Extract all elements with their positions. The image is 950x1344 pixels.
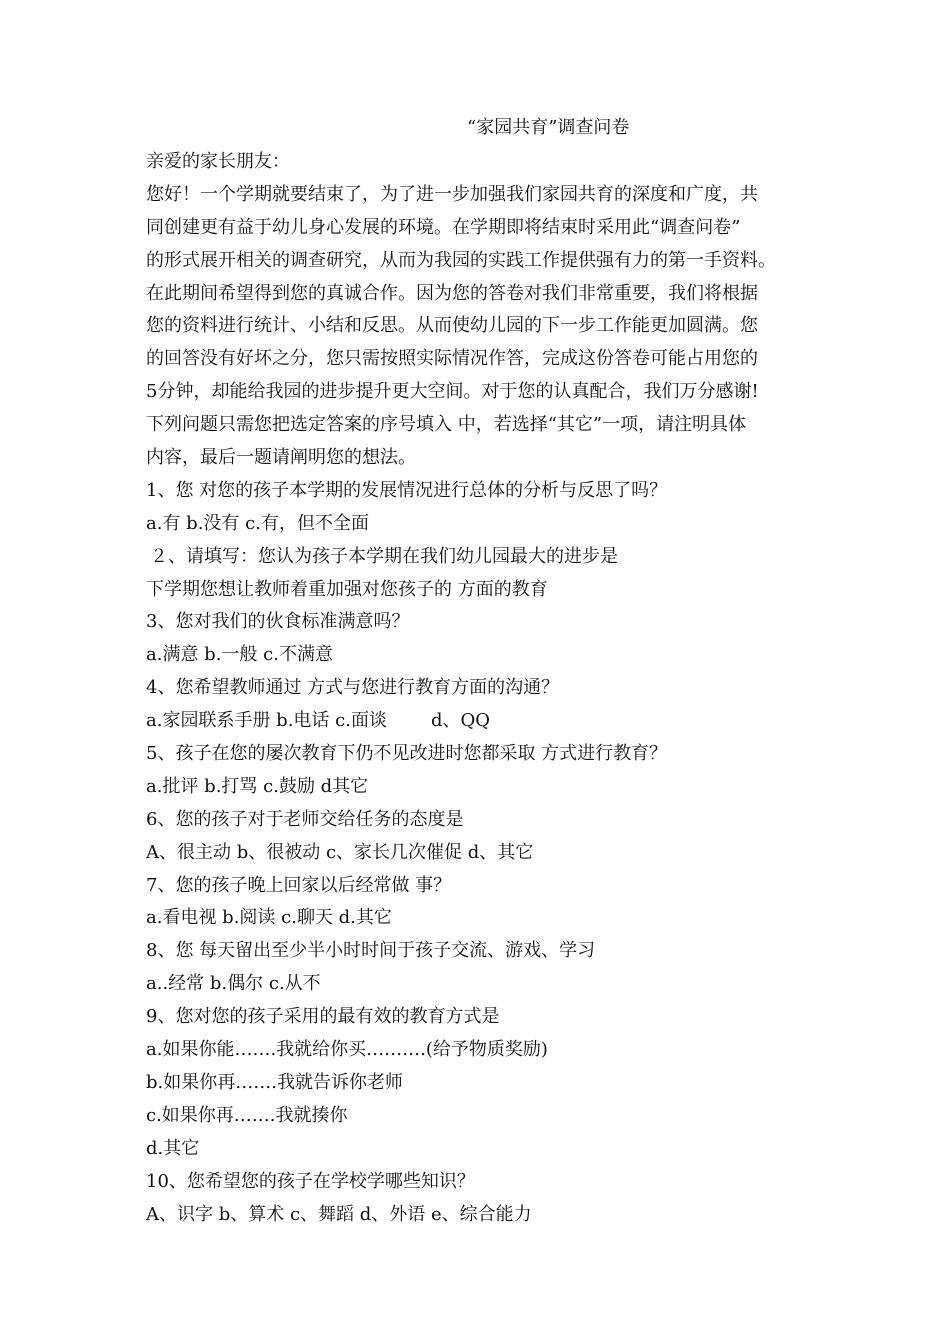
survey-body — [146, 146, 816, 1231]
question-6: 6、您的孩子对于老师交给任务的态度是 — [146, 808, 464, 830]
question-7: 7、您的孩子晚上回家以后经常做 事？ — [146, 874, 452, 896]
question-3-options: a.满意 b.一般 c.不满意 — [146, 644, 333, 666]
question-10-options: A、识字 b、算术 c、舞蹈 d、外语 e、综合能力 — [146, 1203, 532, 1225]
intro-line-2: 同创建更有益于幼儿身心发展的环境。在学期即将结束时采用此“调查问卷” — [146, 216, 741, 238]
intro-line-5: 您的资料进行统计、小结和反思。从而使幼儿园的下一步工作能更加圆满。您 — [146, 315, 758, 337]
question-8: 8、您 每天留出至少半小时时间于孩子交流、游戏、学习 — [146, 940, 596, 962]
question-4-options-main: a.家园联系手册 b.电话 c.面谈 — [146, 710, 387, 732]
question-2: ２、请填写：您认为孩子本学期在我们幼儿园最大的进步是 — [150, 545, 618, 567]
intro-line-9: 内容，最后一题请阐明您的想法。 — [146, 447, 416, 469]
question-9-option-c: c.如果你再…….我就揍你 — [146, 1104, 348, 1126]
intro-line-4: 在此期间希望得到您的真诚合作。因为您的答卷对我们非常重要，我们将根据 — [146, 282, 758, 304]
question-5-options: a.批评 b.打骂 c.鼓励 d其它 — [146, 775, 369, 797]
question-3: 3、您对我们的伙食标准满意吗？ — [146, 611, 410, 633]
question-2-line-2: 下学期您想让教师着重加强对您孩子的 方面的教育 — [146, 578, 548, 600]
question-4: 4、您希望教师通过 方式与您进行教育方面的沟通？ — [146, 677, 560, 699]
question-4-options — [146, 705, 816, 738]
intro-line-6: 的回答没有好坏之分，您只需按照实际情况作答，完成这份答卷可能占用您的 — [146, 348, 758, 370]
question-9-option-d: d.其它 — [146, 1137, 200, 1159]
question-9: 9、您对您的孩子采用的最有效的教育方式是 — [146, 1006, 500, 1028]
question-1-options: a.有 b.没有 c.有，但不全面 — [146, 512, 369, 534]
survey-title: “家园共育”调查问卷 — [467, 117, 630, 138]
intro-line-3: 的形式展开相关的调查研究，从而为我园的实践工作提供强有力的第一手资料。 — [146, 249, 776, 271]
question-5: 5、孩子在您的屡次教育下仍不见改进时您都采取 方式进行教育？ — [146, 743, 668, 765]
question-4-option-d: d、QQ — [430, 710, 490, 732]
intro-line-8: 下列问题只需您把选定答案的序号填入 中，若选择“其它”一项，请注明具体 — [146, 414, 747, 436]
question-6-options: A、很主动 b、很被动 c、家长几次催促 d、其它 — [146, 841, 534, 863]
question-7-options: a.看电视 b.阅读 c.聊天 d.其它 — [146, 907, 392, 929]
greeting: 亲爱的家长朋友： — [146, 151, 290, 172]
intro-line-1: 您好！一个学期就要结束了，为了进一步加强我们家园共育的深度和广度，共 — [146, 183, 758, 205]
intro-line-7: 5分钟，却能给我园的进步提升更大空间。对于您的认真配合，我们万分感谢! — [146, 381, 759, 403]
question-9-option-a: a.如果你能…….我就给你买……….(给予物质奖励) — [146, 1039, 548, 1061]
question-9-option-b: b.如果你再…….我就告诉你老师 — [146, 1071, 403, 1093]
question-1: 1、您 对您的孩子本学期的发展情况进行总体的分析与反思了吗？ — [146, 479, 668, 501]
question-8-options: a..经常 b.偶尔 c.从不 — [146, 973, 321, 995]
question-10: 10、您希望您的孩子在学校学哪些知识？ — [146, 1170, 475, 1192]
